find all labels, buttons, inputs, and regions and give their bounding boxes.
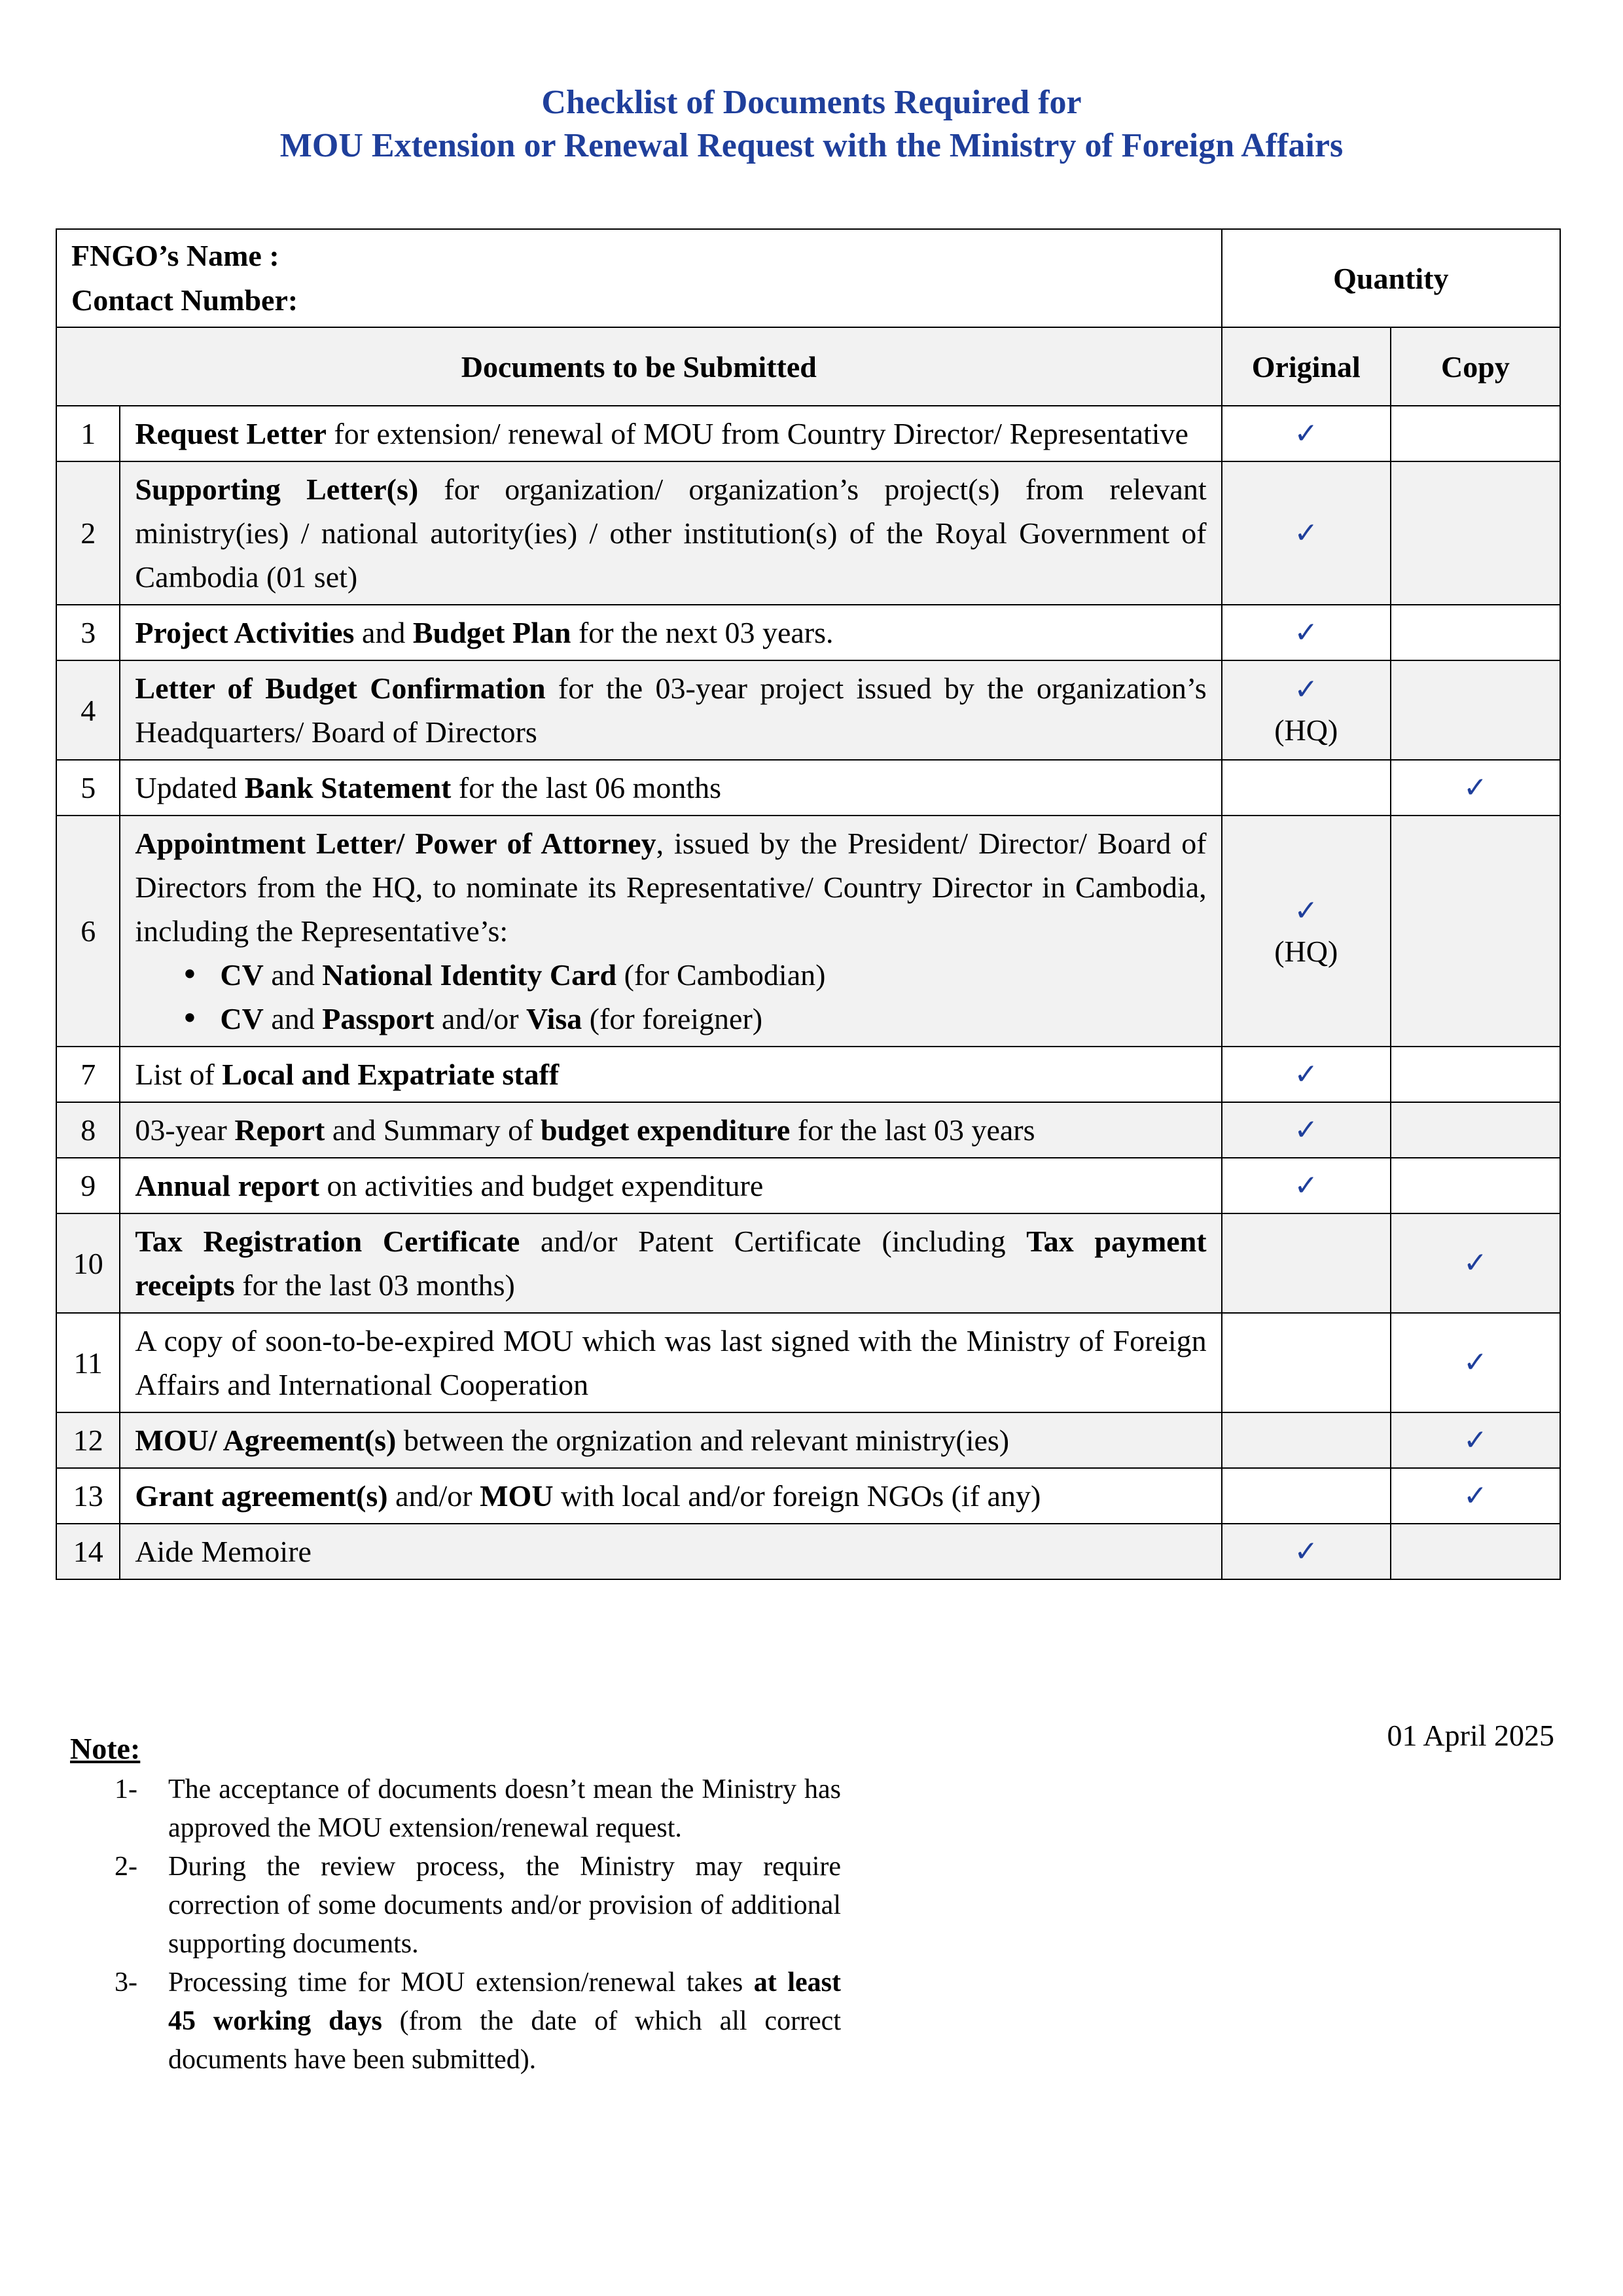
bold-text: Letter of Budget Confirmation bbox=[135, 672, 546, 705]
text: (for Cambodian) bbox=[616, 958, 826, 992]
bullet-icon: • bbox=[181, 957, 199, 992]
row-number: 5 bbox=[56, 760, 120, 816]
copy-cell bbox=[1391, 605, 1560, 660]
checklist-row bbox=[56, 1047, 1560, 1102]
text: A copy of soon-to-be-expired MOU which was last signed with the Ministry of Foreign Affairs and International Cooperation bbox=[135, 1324, 1207, 1401]
row-number: 7 bbox=[56, 1047, 120, 1102]
checkmark-icon: ✓ bbox=[1294, 615, 1319, 649]
copy-cell bbox=[1391, 760, 1560, 816]
bold-text: budget expenditure bbox=[540, 1113, 791, 1147]
document-description bbox=[120, 1047, 1221, 1102]
original-cell bbox=[1222, 1468, 1391, 1524]
header-row-columns bbox=[56, 327, 1560, 406]
bold-text: Passport bbox=[322, 1002, 435, 1035]
document-description bbox=[120, 760, 1221, 816]
checkmark-icon: ✓ bbox=[1294, 1534, 1319, 1568]
checklist-row bbox=[56, 461, 1560, 605]
row-number: 12 bbox=[56, 1412, 120, 1468]
note-list bbox=[115, 1770, 841, 2079]
note-item bbox=[115, 1848, 841, 1964]
bold-text: MOU/ Agreement(s) bbox=[135, 1424, 397, 1457]
document-description bbox=[120, 1412, 1221, 1468]
original-cell bbox=[1222, 1524, 1391, 1579]
bullet-icon: • bbox=[181, 1001, 199, 1036]
original-cell bbox=[1222, 1158, 1391, 1213]
checklist-row bbox=[56, 1213, 1560, 1313]
row-number: 14 bbox=[56, 1524, 120, 1579]
document-text bbox=[135, 766, 1206, 810]
text: The acceptance of documents doesn’t mean the Ministry has approved the MOU extension/renewal request. bbox=[168, 1774, 841, 1843]
text: Aide Memoire bbox=[135, 1535, 312, 1568]
bold-text: Budget Plan bbox=[412, 616, 571, 649]
document-text bbox=[135, 1219, 1206, 1307]
checklist-row bbox=[56, 1158, 1560, 1213]
bold-text: Appointment Letter/ Power of Attorney bbox=[135, 827, 656, 860]
document-text bbox=[135, 666, 1206, 754]
copy-header: Copy bbox=[1391, 327, 1560, 406]
copy-cell bbox=[1391, 406, 1560, 461]
checkmark-icon: ✓ bbox=[1294, 1057, 1319, 1091]
checkmark-icon: ✓ bbox=[1463, 1246, 1488, 1280]
original-cell bbox=[1222, 1412, 1391, 1468]
checklist-row bbox=[56, 1524, 1560, 1579]
document-text bbox=[135, 1164, 1206, 1208]
copy-cell bbox=[1391, 1102, 1560, 1158]
document-description bbox=[120, 605, 1221, 660]
original-cell bbox=[1222, 605, 1391, 660]
document-description bbox=[120, 1524, 1221, 1579]
text: and/or bbox=[387, 1479, 480, 1513]
text: and bbox=[354, 616, 413, 649]
text: (from the date of which all correct documents have been submitted). bbox=[168, 2006, 841, 2075]
checkmark-icon: ✓ bbox=[1294, 673, 1319, 706]
original-cell bbox=[1222, 1047, 1391, 1102]
document-description bbox=[120, 660, 1221, 760]
checkmark-icon: ✓ bbox=[1463, 1479, 1488, 1513]
fngo-name-label: FNGO’s Name : bbox=[71, 239, 279, 272]
row-number: 11 bbox=[56, 1313, 120, 1412]
copy-cell bbox=[1391, 1412, 1560, 1468]
bold-text: Supporting Letter(s) bbox=[135, 473, 419, 506]
bold-text: at least 45 working days bbox=[168, 1967, 841, 2036]
document-text bbox=[135, 1418, 1206, 1462]
checklist-row bbox=[56, 816, 1560, 1047]
bold-text: MOU bbox=[480, 1479, 554, 1513]
copy-cell bbox=[1391, 816, 1560, 1047]
text: and/or bbox=[434, 1002, 527, 1035]
checklist-row bbox=[56, 1412, 1560, 1468]
document-description bbox=[120, 1213, 1221, 1313]
text: Updated bbox=[135, 771, 245, 804]
document-text bbox=[135, 1052, 1206, 1096]
document-description bbox=[120, 461, 1221, 605]
contact-number-label: Contact Number: bbox=[71, 283, 298, 317]
bold-text: Annual report bbox=[135, 1169, 319, 1202]
copy-cell bbox=[1391, 461, 1560, 605]
documents-header: Documents to be Submitted bbox=[56, 327, 1222, 406]
fngo-info-cell bbox=[56, 229, 1222, 327]
document-text bbox=[135, 1474, 1206, 1518]
document-description bbox=[120, 1468, 1221, 1524]
document-text bbox=[135, 1530, 1206, 1573]
checklist-row bbox=[56, 605, 1560, 660]
document-description bbox=[120, 406, 1221, 461]
text: During the review process, the Ministry may require correction of some documents and/or provision of additional supporting documents. bbox=[168, 1852, 841, 1959]
bold-text: Project Activities bbox=[135, 616, 355, 649]
document-description bbox=[120, 1102, 1221, 1158]
note-title: Note: bbox=[70, 1732, 141, 1765]
checkmark-icon: ✓ bbox=[1294, 893, 1319, 927]
bullet-item bbox=[181, 953, 1206, 997]
row-number: 6 bbox=[56, 816, 120, 1047]
copy-cell bbox=[1391, 1047, 1560, 1102]
checkmark-icon: ✓ bbox=[1294, 1168, 1319, 1202]
text: between the orgnization and relevant ministry(ies) bbox=[396, 1424, 1010, 1457]
row-number: 9 bbox=[56, 1158, 120, 1213]
document-text bbox=[135, 467, 1206, 599]
bold-text: Tax payment receipts bbox=[135, 1225, 1207, 1302]
bold-text: CV bbox=[220, 1002, 264, 1035]
bold-text: Grant agreement(s) bbox=[135, 1479, 388, 1513]
original-cell bbox=[1222, 1313, 1391, 1412]
bullet-item bbox=[181, 997, 1206, 1041]
row-number: 10 bbox=[56, 1213, 120, 1313]
text: for the next 03 years. bbox=[571, 616, 834, 649]
checklist-row bbox=[56, 1102, 1560, 1158]
checkmark-icon: ✓ bbox=[1463, 770, 1488, 804]
copy-cell bbox=[1391, 1468, 1560, 1524]
document-title-line-1: Checklist of Documents Required for bbox=[541, 84, 1082, 121]
checkmark-icon: ✓ bbox=[1463, 1423, 1488, 1457]
bold-text: Local and Expatriate staff bbox=[222, 1058, 560, 1091]
copy-cell bbox=[1391, 1313, 1560, 1412]
bold-text: Tax Registration Certificate bbox=[135, 1225, 520, 1258]
document-description bbox=[120, 816, 1221, 1047]
document-text bbox=[135, 1108, 1206, 1152]
original-cell bbox=[1222, 660, 1391, 760]
header-row-info bbox=[56, 229, 1560, 327]
checklist-row bbox=[56, 1468, 1560, 1524]
text: for the 03-year project issued by the organization’s Headquarters/ Board of Directors bbox=[135, 672, 1207, 749]
text: (for foreigner) bbox=[582, 1002, 763, 1035]
text: and/or Patent Certificate (including bbox=[520, 1225, 1027, 1258]
quantity-header: Quantity bbox=[1222, 229, 1560, 327]
bold-text: Visa bbox=[526, 1002, 582, 1035]
original-cell bbox=[1222, 461, 1391, 605]
original-cell bbox=[1222, 406, 1391, 461]
row-number: 13 bbox=[56, 1468, 120, 1524]
text: and bbox=[263, 1002, 323, 1035]
text: for organization/ organization’s project(s) from relevant ministry(ies) / national autority(ies) / other institution(s) of the Royal Government of Cambodia (01 set) bbox=[135, 473, 1207, 594]
text: for extension/ renewal of MOU from Country Director/ Representative bbox=[326, 417, 1188, 450]
text: List of bbox=[135, 1058, 223, 1091]
bold-text: Request Letter bbox=[135, 417, 327, 450]
document-text bbox=[135, 1319, 1206, 1407]
checklist-row bbox=[56, 660, 1560, 760]
hq-note: (HQ) bbox=[1274, 934, 1338, 968]
checkmark-icon: ✓ bbox=[1294, 1113, 1319, 1147]
note-number: 3- bbox=[115, 1967, 137, 1998]
copy-cell bbox=[1391, 1213, 1560, 1313]
original-cell bbox=[1222, 1213, 1391, 1313]
document-text bbox=[135, 821, 1206, 953]
bold-text: CV bbox=[220, 958, 264, 992]
row-number: 4 bbox=[56, 660, 120, 760]
bold-text: Bank Statement bbox=[244, 771, 452, 804]
text: Processing time for MOU extension/renewal takes bbox=[168, 1967, 754, 1998]
original-cell bbox=[1222, 760, 1391, 816]
text: , issued by the President/ Director/ Board of Directors from the HQ, to nominate its Representative/ Country Director in Cambodia, including the Representative’s: bbox=[135, 827, 1207, 948]
document-text bbox=[135, 611, 1206, 655]
document-description bbox=[120, 1313, 1221, 1412]
requirement-bullets bbox=[135, 953, 1206, 1041]
bold-text: National Identity Card bbox=[322, 958, 617, 992]
text: and bbox=[263, 958, 323, 992]
note-number: 2- bbox=[115, 1852, 137, 1882]
checkmark-icon: ✓ bbox=[1463, 1346, 1488, 1379]
checklist-table bbox=[56, 228, 1561, 1580]
copy-cell bbox=[1391, 1524, 1560, 1579]
copy-cell bbox=[1391, 1158, 1560, 1213]
note-item bbox=[115, 1964, 841, 2079]
text: for the last 06 months bbox=[451, 771, 722, 804]
text: for the last 03 years bbox=[790, 1113, 1035, 1147]
checkmark-icon: ✓ bbox=[1294, 516, 1319, 550]
hq-note: (HQ) bbox=[1274, 713, 1338, 747]
row-number: 2 bbox=[56, 461, 120, 605]
checkmark-icon: ✓ bbox=[1294, 416, 1319, 450]
document-text bbox=[135, 412, 1206, 456]
row-number: 1 bbox=[56, 406, 120, 461]
document-date: 01 April 2025 bbox=[1387, 1719, 1554, 1752]
original-cell bbox=[1222, 816, 1391, 1047]
original-header: Original bbox=[1222, 327, 1391, 406]
checklist-row bbox=[56, 1313, 1560, 1412]
text: 03-year bbox=[135, 1113, 235, 1147]
document-description bbox=[120, 1158, 1221, 1213]
row-number: 3 bbox=[56, 605, 120, 660]
checklist-row bbox=[56, 760, 1560, 816]
note-number: 1- bbox=[115, 1774, 137, 1804]
original-cell bbox=[1222, 1102, 1391, 1158]
row-number: 8 bbox=[56, 1102, 120, 1158]
text: and Summary of bbox=[325, 1113, 541, 1147]
note-item bbox=[115, 1770, 841, 1848]
checklist-row bbox=[56, 406, 1560, 461]
copy-cell bbox=[1391, 660, 1560, 760]
document-title-line-2: MOU Extension or Renewal Request with the Ministry of Foreign Affairs bbox=[279, 127, 1344, 164]
text: for the last 03 months) bbox=[234, 1268, 515, 1302]
text: with local and/or foreign NGOs (if any) bbox=[553, 1479, 1041, 1513]
text: on activities and budget expenditure bbox=[319, 1169, 764, 1202]
bold-text: Report bbox=[234, 1113, 325, 1147]
